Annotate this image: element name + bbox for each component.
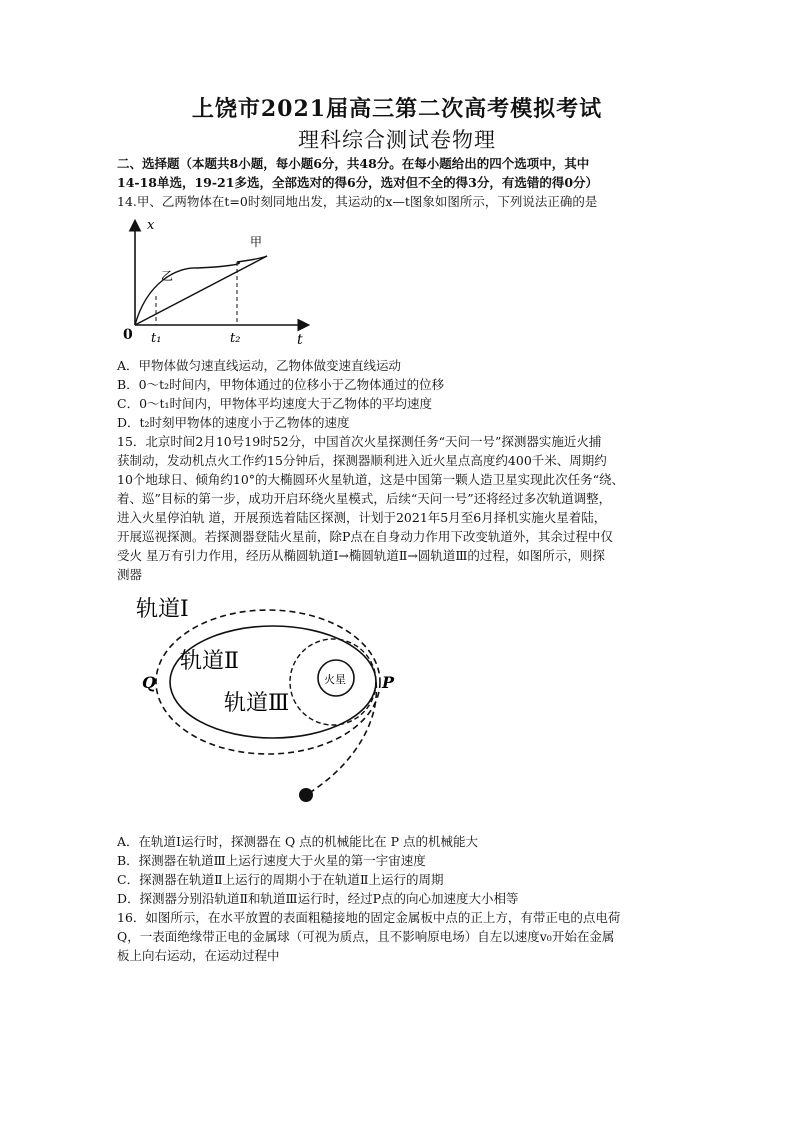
label-yi: 乙: [161, 269, 174, 283]
orbit-1-label: 轨道Ⅰ: [136, 597, 189, 622]
point-q-label: Q: [142, 673, 156, 692]
q14-option-d: D．t₂时刻甲物体的速度小于乙物体的速度: [117, 415, 350, 430]
exam-subtitle: 理科综合测试卷物理: [298, 128, 496, 152]
t-axis-label: t: [297, 332, 303, 348]
q15-option-d: D．探测器分别沿轨道Ⅱ和轨道Ⅲ运行时，经过P点的向心加速度大小相等: [117, 891, 519, 906]
section-instruction-line2: 14-18单选，19-21多选，全部选对的得6分，选对但不全的得3分，有选错的得0分）: [117, 175, 599, 190]
q15-option-c: C．探测器在轨道Ⅱ上运行的周期小于在轨道Ⅱ上运行的周期: [117, 872, 444, 887]
x-axis-label: x: [147, 218, 155, 233]
q15-line-4: 着、巡”目标的第一步，成功开启环绕火星模式，后续“天问一号”还将经过多次轨道调整，: [117, 491, 612, 506]
q16-line-1: 16．如图所示，在水平放置的表面粗糙接地的固定金属板中点的正上方，有带正电的点电荷: [117, 910, 621, 925]
question-14-stem: 14.甲、乙两物体在t=0时刻同地出发，其运动的x—t图象如图所示，下列说法正确的是: [117, 194, 598, 209]
q15-line-3: 10个地球日、倾角约10°的大椭圆环火星轨道，这是中国第一颗人造卫星实现此次任务“绕、: [117, 472, 624, 487]
section-instruction-line1: 二、选择题（本题共8小题，每小题6分，共48分。在每小题给出的四个选项中，其中: [117, 156, 590, 171]
q15-line-8: 测器: [117, 567, 143, 582]
probe: [299, 788, 313, 802]
q15-option-b: B．探测器在轨道Ⅲ上运行速度大于火星的第一宇宙速度: [117, 853, 426, 868]
q15-option-a: A．在轨道Ⅰ运行时，探测器在 Q 点的机械能比在 P 点的机械能大: [117, 834, 479, 849]
q15-line-6: 开展巡视探测。若探测器登陆火星前，除P点在自身动力作用下改变轨道外，其余过程中仅: [117, 529, 613, 544]
line-jia: [135, 256, 267, 325]
origin-label: 0: [123, 327, 133, 343]
q16-line-3: 板上向右运动，在运动过程中: [117, 948, 280, 963]
exam-title: 上饶市2021届高三第二次高考模拟考试: [191, 96, 603, 122]
q16-line-2: Q，一表面绝缘带正电的金属球（可视为质点，且不影响原电场）自左以速度v₀开始在金属: [117, 929, 615, 944]
q15-orbit-diagram: [130, 590, 410, 820]
q14-xt-graph: [117, 212, 317, 352]
q14-option-a: A．甲物体做匀速直线运动，乙物体做变速直线运动: [117, 358, 402, 373]
orbit-3-label: 轨道Ⅲ: [224, 691, 290, 716]
q15-line-1: 15．北京时间2月10号19时52分，中国首次火星探测任务“天问一号”探测器实施近火捕: [117, 434, 602, 449]
q14-option-b: B．0～t₂时间内，甲物体通过的位移小于乙物体通过的位移: [117, 377, 445, 392]
mars-label: 火星: [324, 673, 346, 686]
q15-line-2: 获制动，发动机点火工作约15分钟后，探测器顺利进入近火星点高度约400千米、周期约: [117, 453, 607, 468]
orbit-2-label: 轨道Ⅱ: [180, 649, 239, 674]
t1-label: t₁: [151, 331, 162, 346]
approach-trajectory: [306, 682, 376, 795]
q15-line-7: 受火 星万有引力作用，经历从椭圆轨道Ⅰ→椭圆轨道Ⅱ→圆轨道Ⅲ的过程，如图所示，则探: [117, 548, 605, 563]
t2-label: t₂: [230, 331, 241, 346]
q15-line-5: 进入火星停泊轨 道，开展预选着陆区探测，计划于2021年5月至6月择机实施火星着陆，: [117, 510, 607, 525]
label-jia: 甲: [250, 235, 263, 249]
point-p-label: P: [382, 673, 395, 692]
q14-option-c: C．0～t₁时间内，甲物体平均速度大于乙物体的平均速度: [117, 396, 433, 411]
